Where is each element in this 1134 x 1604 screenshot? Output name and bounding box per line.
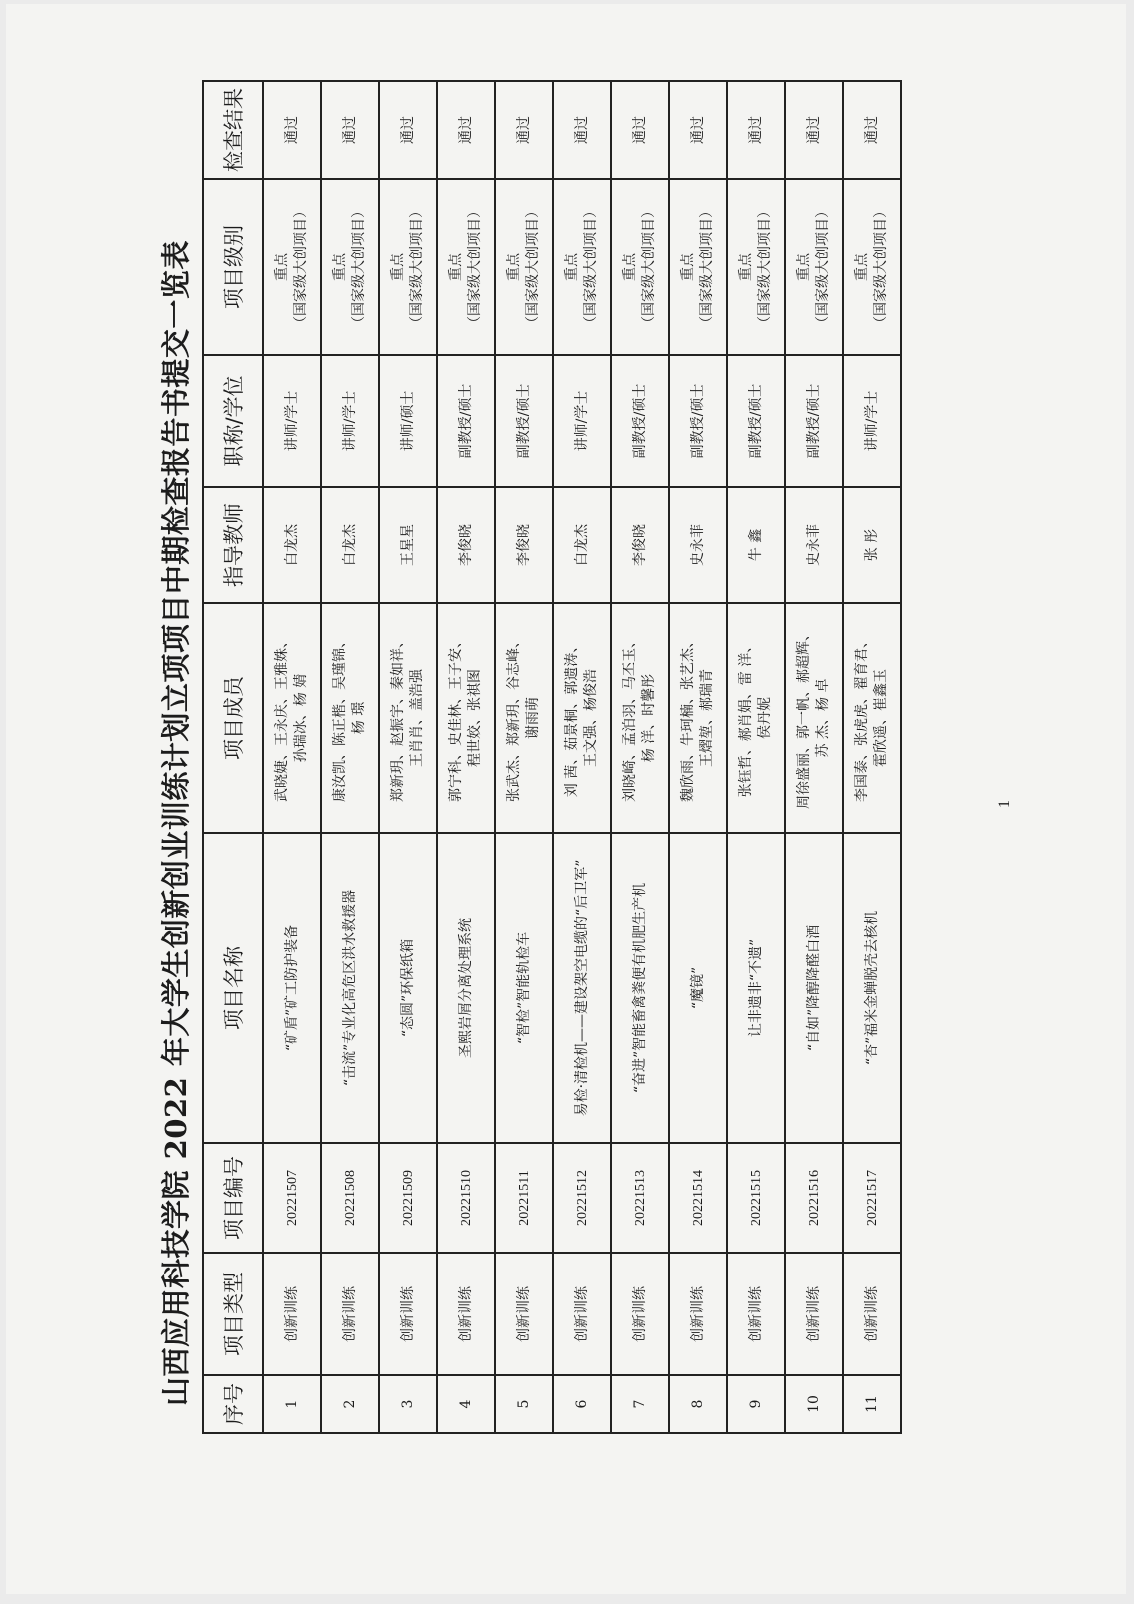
cell-members-line: 杨 洋、时馨彤: [641, 673, 657, 763]
table-row: [669, 81, 727, 1433]
cell-result: 通过: [611, 81, 669, 179]
cell-level: [611, 179, 669, 355]
cell-title: 讲师/硕士: [379, 355, 437, 487]
cell-members-line: 王文强、杨俊浩: [583, 669, 599, 767]
cell-level-line: 重点: [622, 253, 638, 281]
header-level: 项目级别: [203, 179, 263, 355]
cell-result: 通过: [437, 81, 495, 179]
cell-teacher: 牛 鑫: [727, 487, 785, 603]
cell-members-line: 王熠堃、郝瑞青: [699, 669, 715, 767]
header-type: 项目类型: [203, 1253, 263, 1375]
document-page: [6, 4, 1126, 1594]
cell-teacher: 李俊晓: [437, 487, 495, 603]
cell-code: 20221509: [379, 1143, 437, 1253]
cell-type: 创新训练: [611, 1253, 669, 1375]
cell-level-line: （国家级大创项目）: [467, 204, 483, 330]
cell-members-line: 刘 茜、茹景桐、郭遗涛、: [564, 638, 580, 798]
cell-teacher: 史永菲: [785, 487, 843, 603]
cell-members: [379, 603, 437, 833]
cell-title: 副教授/硕士: [437, 355, 495, 487]
cell-level-line: （国家级大创项目）: [409, 204, 425, 330]
cell-members: [437, 603, 495, 833]
cell-level-line: 重点: [796, 253, 812, 281]
cell-level: [437, 179, 495, 355]
cell-result: 通过: [263, 81, 321, 179]
cell-members-line: 刘晓崎、孟泊羽、马丕玉、: [622, 634, 638, 802]
rotated-sheet: [6, 4, 1134, 1604]
cell-no: 3: [379, 1375, 437, 1433]
cell-code: 20221515: [727, 1143, 785, 1253]
cell-level-line: 重点: [680, 253, 696, 281]
cell-code: 20221512: [553, 1143, 611, 1253]
cell-title: 副教授/硕士: [669, 355, 727, 487]
cell-members-line: 周徐盛丽、郭一帆、郝超辉、: [796, 627, 812, 809]
table-row: [263, 81, 321, 1433]
header-title: 职称/学位: [203, 355, 263, 487]
cell-level-line: （国家级大创项目）: [699, 204, 715, 330]
cell-teacher: 李俊晓: [495, 487, 553, 603]
cell-teacher: 史永菲: [669, 487, 727, 603]
cell-members-line: 霍欣遥、崔鑫玉: [873, 669, 889, 767]
cell-no: 4: [437, 1375, 495, 1433]
header-name: 项目名称: [203, 833, 263, 1143]
cell-type: 创新训练: [495, 1253, 553, 1375]
cell-members-line: 苏 杰、杨 卓: [815, 678, 831, 758]
cell-code: 20221514: [669, 1143, 727, 1253]
cell-no: 11: [843, 1375, 901, 1433]
cell-name: 易检·清检机——建设架空电缆的“后卫军”: [553, 833, 611, 1143]
cell-level-line: （国家级大创项目）: [757, 204, 773, 330]
cell-no: 5: [495, 1375, 553, 1433]
cell-name: “击流”专业化高危区洪水救援器: [321, 833, 379, 1143]
cell-members-line: 王肖肖、盖浩强: [409, 669, 425, 767]
cell-teacher: 白龙杰: [321, 487, 379, 603]
page-number: 1: [996, 800, 1013, 808]
cell-level-line: （国家级大创项目）: [293, 204, 309, 330]
table-row: [437, 81, 495, 1433]
document-title: 山西应用科技学院 2022 年大学生创新创业训练计划立项项目中期检查报告书提交一览表: [159, 240, 193, 1406]
cell-name: 让非遗非“不遗”: [727, 833, 785, 1143]
cell-title: 讲师/学士: [321, 355, 379, 487]
header-result: 检查结果: [203, 81, 263, 179]
cell-type: 创新训练: [321, 1253, 379, 1375]
cell-type: 创新训练: [437, 1253, 495, 1375]
project-table: [202, 80, 902, 1434]
cell-members: [669, 603, 727, 833]
cell-level-line: （国家级大创项目）: [873, 204, 889, 330]
cell-no: 6: [553, 1375, 611, 1433]
cell-members: [321, 603, 379, 833]
table-row: [843, 81, 901, 1433]
header-members: 项目成员: [203, 603, 263, 833]
cell-members-line: 郭宁科、史佳林、王子安、: [448, 634, 464, 802]
cell-title: 副教授/硕士: [727, 355, 785, 487]
cell-members: [611, 603, 669, 833]
cell-level-line: 重点: [390, 253, 406, 281]
cell-type: 创新训练: [379, 1253, 437, 1375]
cell-teacher: 王星星: [379, 487, 437, 603]
cell-no: 8: [669, 1375, 727, 1433]
cell-level-line: 重点: [448, 253, 464, 281]
cell-teacher: 白龙杰: [553, 487, 611, 603]
cell-no: 9: [727, 1375, 785, 1433]
cell-level-line: （国家级大创项目）: [815, 204, 831, 330]
cell-name: “自如”降醇降醛白酒: [785, 833, 843, 1143]
cell-level: [785, 179, 843, 355]
cell-members-line: 程世姣、张祺图: [467, 669, 483, 767]
cell-title: 副教授/硕士: [785, 355, 843, 487]
cell-members-line: 魏欣雨、牛珂楠、张艺杰、: [680, 634, 696, 802]
cell-level: [263, 179, 321, 355]
cell-name: 圣熙岩屑分离处理系统: [437, 833, 495, 1143]
table-row: [553, 81, 611, 1433]
cell-members-line: 杨 璟: [351, 701, 367, 735]
table-row: [495, 81, 553, 1433]
cell-type: 创新训练: [263, 1253, 321, 1375]
cell-type: 创新训练: [843, 1253, 901, 1375]
cell-members-line: 张钰哲、郝肖娟、雷 洋、: [738, 638, 754, 798]
cell-title: 副教授/硕士: [495, 355, 553, 487]
header-teacher: 指导教师: [203, 487, 263, 603]
cell-name: “智检”智能轨检车: [495, 833, 553, 1143]
cell-members: [785, 603, 843, 833]
cell-no: 1: [263, 1375, 321, 1433]
cell-code: 20221507: [263, 1143, 321, 1253]
cell-name: “杏”福米金蝉脱壳去核机: [843, 833, 901, 1143]
table-row: [785, 81, 843, 1433]
cell-title: 讲师/学士: [263, 355, 321, 487]
cell-result: 通过: [727, 81, 785, 179]
cell-teacher: 李俊晓: [611, 487, 669, 603]
cell-code: 20221510: [437, 1143, 495, 1253]
table-row: [321, 81, 379, 1433]
cell-members: [263, 603, 321, 833]
cell-members-line: 郑新玥、赵振宇、秦如祥、: [390, 634, 406, 802]
cell-members-line: 李国泰、张虎虎、翟育君、: [854, 634, 870, 802]
cell-level: [379, 179, 437, 355]
cell-level-line: 重点: [738, 253, 754, 281]
cell-type: 创新训练: [785, 1253, 843, 1375]
cell-members-line: 侯丹妮: [757, 697, 773, 739]
cell-no: 10: [785, 1375, 843, 1433]
table-header-row: [203, 81, 263, 1433]
table-body: [263, 81, 901, 1433]
cell-name: “魔镜”: [669, 833, 727, 1143]
cell-members-line: 孙瑞冰、杨 婧: [293, 673, 309, 763]
cell-title: 讲师/学士: [843, 355, 901, 487]
cell-members-line: 武晓婕、王永庆、王雅姝、: [274, 634, 290, 802]
cell-members-line: 康汝凯、陈正楷、吴瑾锦、: [332, 634, 348, 802]
cell-code: 20221508: [321, 1143, 379, 1253]
cell-name: “奋进”智能畜禽粪便有机肥生产机: [611, 833, 669, 1143]
cell-level: [669, 179, 727, 355]
cell-code: 20221511: [495, 1143, 553, 1253]
cell-level-line: 重点: [854, 253, 870, 281]
cell-result: 通过: [553, 81, 611, 179]
cell-level: [727, 179, 785, 355]
cell-level: [553, 179, 611, 355]
cell-level-line: 重点: [332, 253, 348, 281]
cell-result: 通过: [321, 81, 379, 179]
cell-code: 20221513: [611, 1143, 669, 1253]
cell-level-line: （国家级大创项目）: [351, 204, 367, 330]
cell-level-line: 重点: [564, 253, 580, 281]
header-code: 项目编号: [203, 1143, 263, 1253]
cell-level: [321, 179, 379, 355]
cell-members: [727, 603, 785, 833]
table-row: [379, 81, 437, 1433]
header-no: 序号: [203, 1375, 263, 1433]
cell-level-line: （国家级大创项目）: [525, 204, 541, 330]
cell-members: [843, 603, 901, 833]
cell-members: [495, 603, 553, 833]
cell-no: 7: [611, 1375, 669, 1433]
cell-result: 通过: [669, 81, 727, 179]
cell-level: [843, 179, 901, 355]
cell-result: 通过: [379, 81, 437, 179]
cell-members-line: 谢雨萌: [525, 697, 541, 739]
cell-name: “矿盾”矿工防护装备: [263, 833, 321, 1143]
cell-level: [495, 179, 553, 355]
cell-type: 创新训练: [669, 1253, 727, 1375]
cell-type: 创新训练: [727, 1253, 785, 1375]
cell-level-line: （国家级大创项目）: [583, 204, 599, 330]
cell-no: 2: [321, 1375, 379, 1433]
cell-code: 20221517: [843, 1143, 901, 1253]
cell-level-line: （国家级大创项目）: [641, 204, 657, 330]
cell-result: 通过: [843, 81, 901, 179]
cell-teacher: 张 彤: [843, 487, 901, 603]
cell-result: 通过: [785, 81, 843, 179]
cell-code: 20221516: [785, 1143, 843, 1253]
cell-level-line: 重点: [506, 253, 522, 281]
table-row: [611, 81, 669, 1433]
cell-name: “态圆”环保纸箱: [379, 833, 437, 1143]
table-row: [727, 81, 785, 1433]
cell-members-line: 张武杰、郑新玥、谷志峰、: [506, 634, 522, 802]
cell-level-line: 重点: [274, 253, 290, 281]
cell-title: 讲师/学士: [553, 355, 611, 487]
cell-result: 通过: [495, 81, 553, 179]
cell-teacher: 白龙杰: [263, 487, 321, 603]
cell-type: 创新训练: [553, 1253, 611, 1375]
cell-members: [553, 603, 611, 833]
cell-title: 副教授/硕士: [611, 355, 669, 487]
